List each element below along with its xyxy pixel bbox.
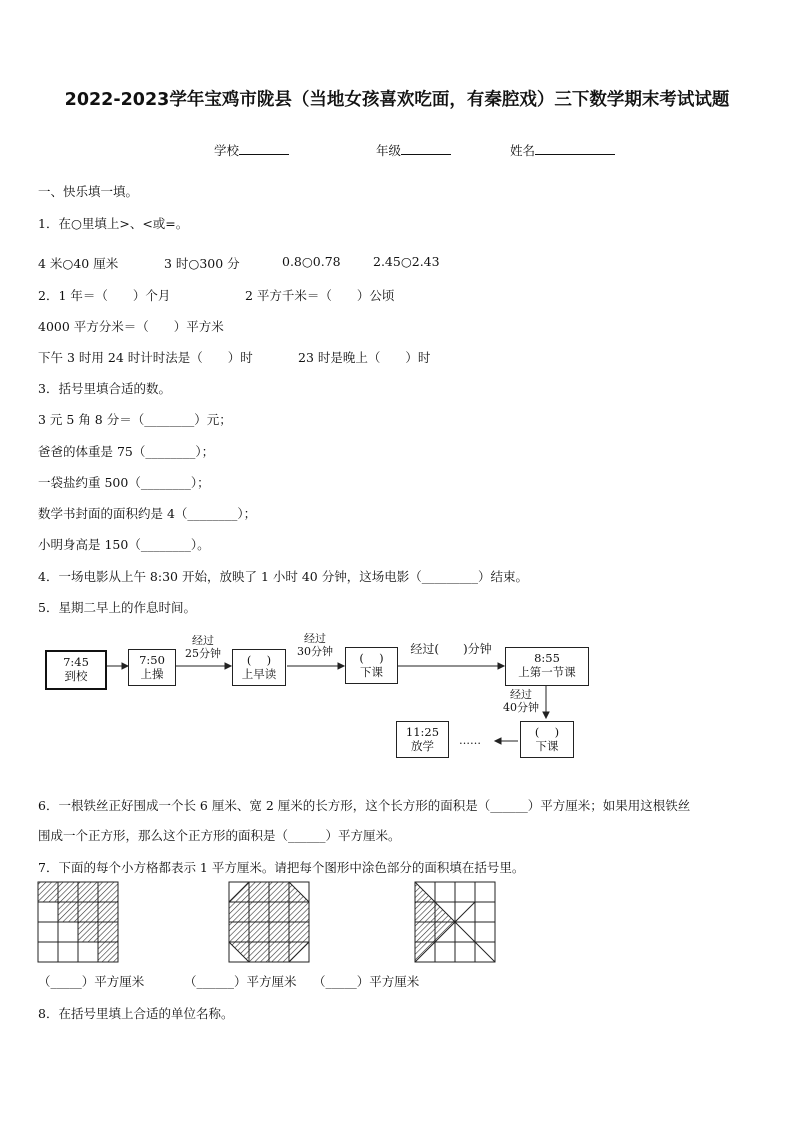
q3-line: 爸爸的体重是 75（________）； <box>38 444 215 459</box>
flow-box-time: ( ) <box>359 651 384 665</box>
question-4: 4．一场电影从上午 8:30 开始，放映了 1 小时 40 分钟，这场电影（_________）结束。 <box>38 569 528 584</box>
arrow-label-top: 经过 <box>304 632 326 645</box>
question-6-line2: 围成一个正方形，那么这个正方形的面积是（______）平方厘米。 <box>38 828 401 843</box>
arrow-label-blank-min: 经过( )分钟 <box>410 642 492 656</box>
q7-answer-2: （______）平方厘米 <box>184 974 297 989</box>
q7-answer-3: （_____）平方厘米 <box>313 974 420 989</box>
flow-box-time: 11:25 <box>405 725 440 739</box>
question-3-stem: 3．括号里填合适的数。 <box>38 381 171 396</box>
flow-box-time: 7:45 <box>63 655 89 669</box>
flow-box-label: 下课 <box>535 739 559 753</box>
arrow-label-top: 经过 <box>510 688 532 701</box>
q7-answer-1: （_____）平方厘米 <box>38 974 145 989</box>
flow-box-time: 7:50 <box>139 653 165 667</box>
ellipsis: …… <box>459 734 481 747</box>
name-label: 姓名 <box>510 143 536 158</box>
question-2-b: 2 平方千米＝（ ）公顷 <box>245 288 395 303</box>
grade-label: 年级 <box>376 143 402 158</box>
grid-figure-2 <box>229 882 309 962</box>
arrow-label-bottom: 40分钟 <box>503 701 539 714</box>
q3-line: 一袋盐约重 500（________）； <box>38 475 210 490</box>
question-2-a: 2．1 年＝（ ）个月 <box>38 288 171 303</box>
question-6-line1: 6．一根铁丝正好围成一个长 6 厘米、宽 2 厘米的长方形，这个长方形的面积是（______）平方厘米；如果用这根铁丝 <box>38 798 691 813</box>
flow-box-time: ( ) <box>534 725 560 739</box>
arrow-label-top: 经过 <box>192 634 214 647</box>
question-7-stem: 7．下面的每个小方格都表示 1 平方厘米。请把每个图形中涂色部分的面积填在括号里。 <box>38 860 525 875</box>
q3-line: 小明身高是 150（________）。 <box>38 537 210 552</box>
q1-item: 3 时○300 分 <box>164 256 240 271</box>
question-2-e: 23 时是晚上（ ）时 <box>298 350 431 365</box>
flow-box-label: 上第一节课 <box>518 665 576 679</box>
flow-box-label: 上操 <box>140 667 164 681</box>
flow-box-label: 放学 <box>411 739 434 753</box>
question-2-d: 下午 3 时用 24 时计时法是（ ）时 <box>38 350 253 365</box>
flow-box-time: 8:55 <box>534 651 560 665</box>
question-1-stem: 1．在○里填上>、<或=。 <box>38 216 189 231</box>
q1-item: 0.8○0.78 <box>282 254 341 269</box>
grid-figure-1 <box>38 882 118 962</box>
flow-box-label: 下课 <box>360 665 383 679</box>
q3-line: 3 元 5 角 8 分＝（________）元； <box>38 412 232 427</box>
page-title: 2022-2023学年宝鸡市陇县（当地女孩喜欢吃面，有秦腔戏）三下数学期末考试试题 <box>64 90 730 110</box>
q3-line: 数学书封面的面积约是 4（________）； <box>38 506 257 521</box>
arrow-label-bottom: 25分钟 <box>185 647 221 660</box>
arrow-label-bottom: 30分钟 <box>297 645 333 658</box>
flow-box-time: ( ) <box>246 653 272 667</box>
question-8: 8．在括号里填上合适的单位名称。 <box>38 1006 234 1021</box>
grid-figure-3 <box>415 882 495 962</box>
school-label: 学校 <box>214 143 240 158</box>
q1-item: 2.45○2.43 <box>373 254 440 269</box>
flow-box-label: 到校 <box>64 669 88 683</box>
flow-box-label: 上早读 <box>241 667 277 681</box>
section-heading: 一、快乐填一填。 <box>38 184 139 199</box>
q1-item: 4 米○40 厘米 <box>38 256 119 271</box>
question-2-c: 4000 平方分米＝（ ）平方米 <box>38 319 224 334</box>
question-5-stem: 5．星期二早上的作息时间。 <box>38 600 196 615</box>
